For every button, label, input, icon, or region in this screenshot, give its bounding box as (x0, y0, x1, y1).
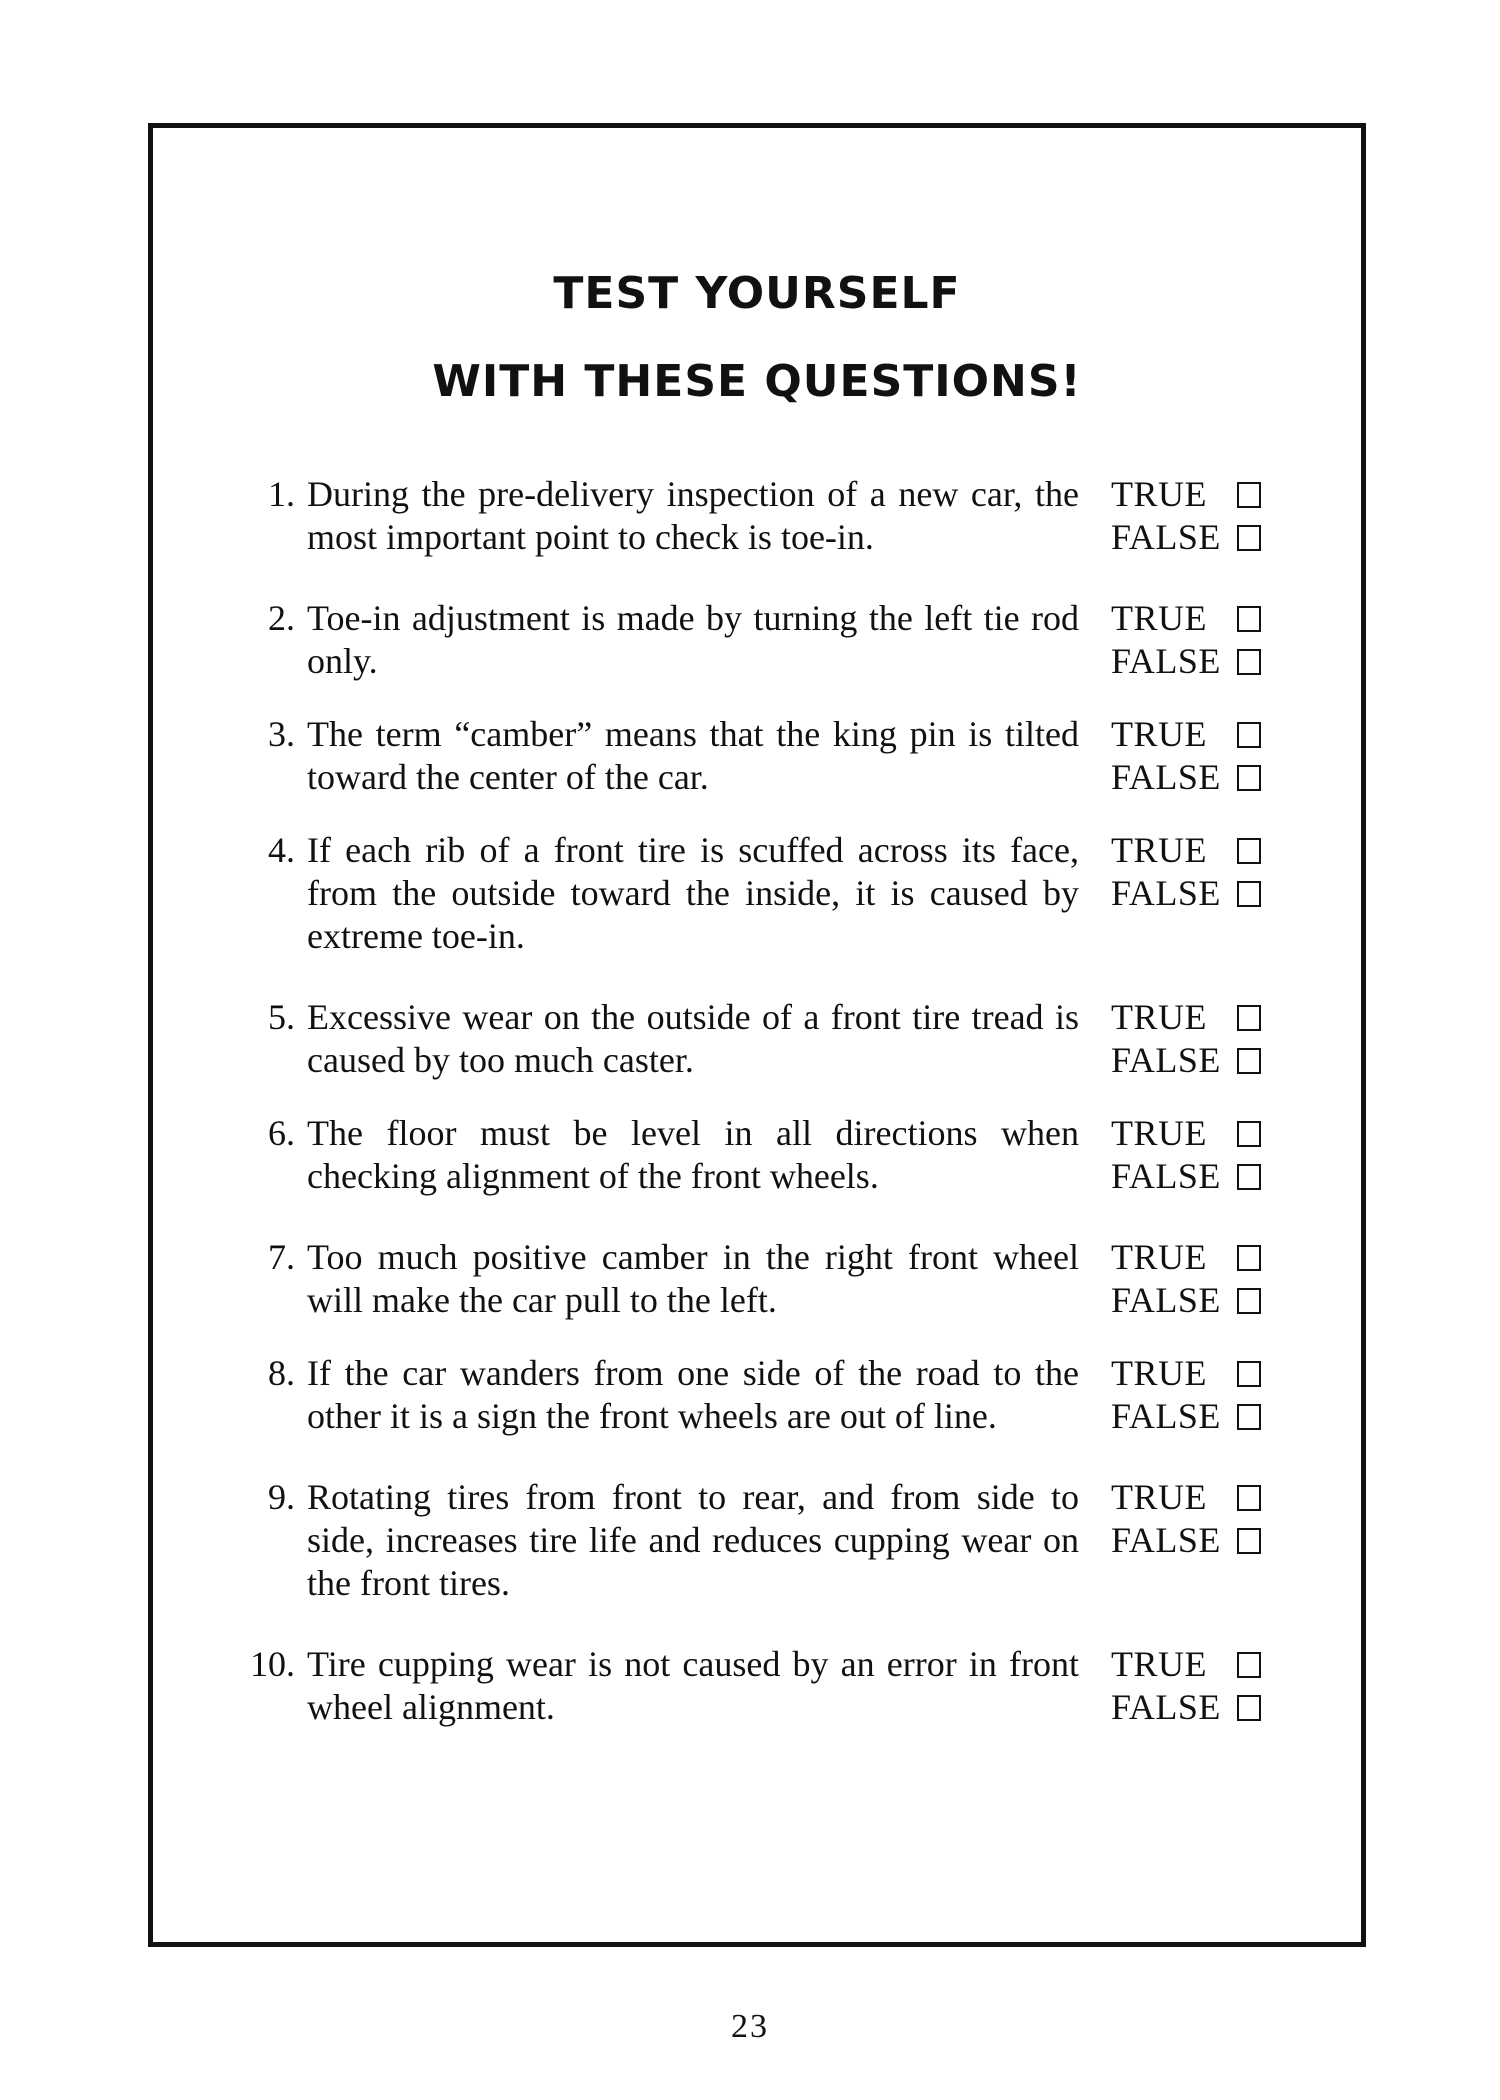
answer-true-label: TRUE (1111, 598, 1207, 638)
question-text: The term “camber” means that the king pin is tilted toward the center of the car. (307, 714, 1079, 797)
question-item (215, 829, 1315, 958)
answer-true (1111, 1352, 1261, 1395)
answer-false-label: FALSE (1111, 1520, 1221, 1560)
question-text: If each rib of a front tire is scuffed across its face, from the outside toward the inside, it is caused by extreme toe-in. (307, 830, 1079, 956)
question-item (215, 996, 1315, 1082)
question-text: Excessive wear on the outside of a front tire tread is caused by too much caster. (307, 997, 1079, 1080)
answer-true (1111, 1236, 1261, 1279)
question-text: The floor must be level in all directions when checking alignment of the front wheels. (307, 1113, 1079, 1196)
question-number: 9. (268, 1477, 295, 1517)
question-number: 7. (268, 1237, 295, 1277)
question-text: During the pre-delivery inspection of a new car, the most important point to check is toe-in. (307, 474, 1079, 557)
quiz-frame (148, 123, 1366, 1947)
false-checkbox[interactable] (1237, 765, 1261, 791)
false-checkbox[interactable] (1237, 1528, 1261, 1554)
false-checkbox[interactable] (1237, 525, 1261, 551)
question-number: 3. (268, 714, 295, 754)
answer-false-label: FALSE (1111, 1280, 1221, 1320)
true-checkbox[interactable] (1237, 722, 1261, 748)
answer-true-label: TRUE (1111, 1644, 1207, 1684)
answer-true-label: TRUE (1111, 1353, 1207, 1393)
answer-options (1111, 597, 1261, 683)
answer-true-label: TRUE (1111, 997, 1207, 1037)
answer-false-label: FALSE (1111, 1396, 1221, 1436)
answer-false (1111, 1039, 1261, 1082)
true-checkbox[interactable] (1237, 482, 1261, 508)
answer-false (1111, 872, 1261, 915)
quiz-title: TEST YOURSELF (553, 268, 961, 319)
question-number: 8. (268, 1353, 295, 1393)
false-checkbox[interactable] (1237, 649, 1261, 675)
question-list (215, 473, 1315, 1729)
question-number: 5. (268, 997, 295, 1037)
answer-false-label: FALSE (1111, 757, 1221, 797)
answer-true (1111, 1476, 1261, 1519)
answer-options (1111, 1476, 1261, 1562)
question-text: Too much positive camber in the right front wheel will make the car pull to the left. (307, 1237, 1079, 1320)
answer-options (1111, 829, 1261, 915)
answer-true-label: TRUE (1111, 474, 1207, 514)
answer-true (1111, 1643, 1261, 1686)
question-text: If the car wanders from one side of the road to the other it is a sign the front wheels are out of line. (307, 1353, 1079, 1436)
answer-true-label: TRUE (1111, 830, 1207, 870)
question-item (215, 473, 1315, 559)
answer-false-label: FALSE (1111, 517, 1221, 557)
question-number: 1. (268, 474, 295, 514)
answer-options (1111, 473, 1261, 559)
answer-true (1111, 713, 1261, 756)
answer-false-label: FALSE (1111, 641, 1221, 681)
answer-options (1111, 1112, 1261, 1198)
question-item (215, 1352, 1315, 1438)
answer-false-label: FALSE (1111, 1687, 1221, 1727)
true-checkbox[interactable] (1237, 1005, 1261, 1031)
true-checkbox[interactable] (1237, 1485, 1261, 1511)
answer-false-label: FALSE (1111, 873, 1221, 913)
answer-false (1111, 1686, 1261, 1729)
question-item (215, 597, 1315, 683)
question-item (215, 1236, 1315, 1322)
answer-options (1111, 1236, 1261, 1322)
answer-false (1111, 1279, 1261, 1322)
answer-options (1111, 1643, 1261, 1729)
question-number: 6. (268, 1113, 295, 1153)
answer-true-label: TRUE (1111, 714, 1207, 754)
answer-false (1111, 756, 1261, 799)
true-checkbox[interactable] (1237, 1652, 1261, 1678)
false-checkbox[interactable] (1237, 1288, 1261, 1314)
false-checkbox[interactable] (1237, 881, 1261, 907)
question-number: 10. (250, 1644, 295, 1684)
answer-options (1111, 713, 1261, 799)
answer-false-label: FALSE (1111, 1156, 1221, 1196)
true-checkbox[interactable] (1237, 1245, 1261, 1271)
false-checkbox[interactable] (1237, 1404, 1261, 1430)
answer-false (1111, 640, 1261, 683)
question-text: Toe-in adjustment is made by turning the left tie rod only. (307, 598, 1079, 681)
answer-true-label: TRUE (1111, 1477, 1207, 1517)
answer-true (1111, 996, 1261, 1039)
question-number: 2. (268, 598, 295, 638)
true-checkbox[interactable] (1237, 606, 1261, 632)
answer-true (1111, 597, 1261, 640)
true-checkbox[interactable] (1237, 838, 1261, 864)
question-text: Rotating tires from front to rear, and from side to side, increases tire life and reduces cupping wear on the front tires. (307, 1477, 1079, 1603)
answer-false (1111, 1519, 1261, 1562)
answer-false (1111, 516, 1261, 559)
answer-true (1111, 829, 1261, 872)
question-item (215, 1476, 1315, 1605)
answer-true-label: TRUE (1111, 1113, 1207, 1153)
true-checkbox[interactable] (1237, 1121, 1261, 1147)
answer-false (1111, 1395, 1261, 1438)
question-item (215, 713, 1315, 799)
false-checkbox[interactable] (1237, 1048, 1261, 1074)
answer-false-label: FALSE (1111, 1040, 1221, 1080)
question-number: 4. (268, 830, 295, 870)
question-item (215, 1643, 1315, 1729)
answer-options (1111, 996, 1261, 1082)
answer-true-label: TRUE (1111, 1237, 1207, 1277)
page-number: 23 (731, 2008, 769, 2045)
false-checkbox[interactable] (1237, 1164, 1261, 1190)
answer-false (1111, 1155, 1261, 1198)
question-item (215, 1112, 1315, 1198)
quiz-subtitle: WITH THESE QUESTIONS! (432, 356, 1082, 407)
answer-options (1111, 1352, 1261, 1438)
question-text: Tire cupping wear is not caused by an error in front wheel alignment. (307, 1644, 1079, 1727)
false-checkbox[interactable] (1237, 1695, 1261, 1721)
answer-true (1111, 1112, 1261, 1155)
true-checkbox[interactable] (1237, 1361, 1261, 1387)
answer-true (1111, 473, 1261, 516)
